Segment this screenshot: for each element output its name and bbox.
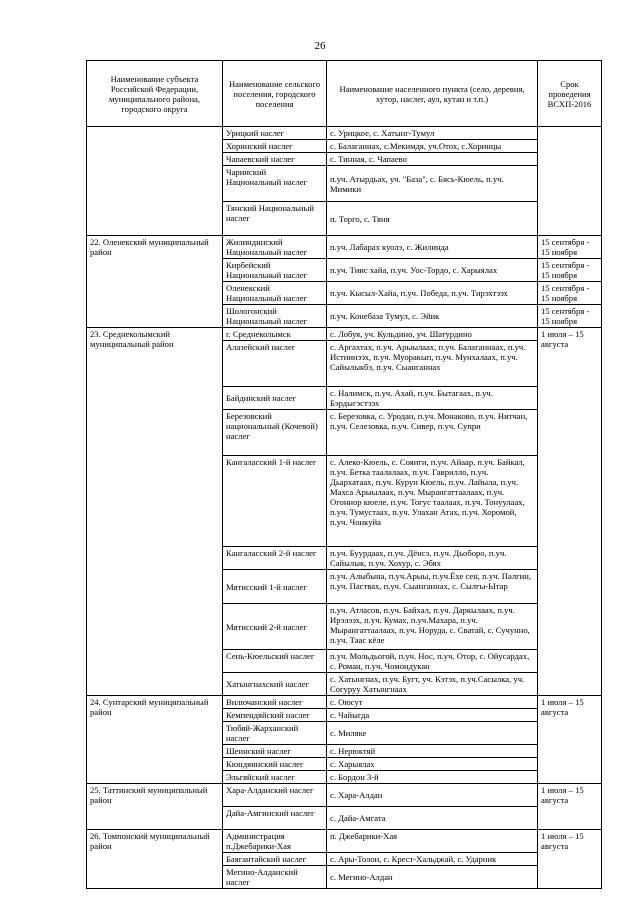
place-cell: с. Мегино-Алдан bbox=[327, 866, 538, 889]
header-row bbox=[87, 61, 602, 127]
settlement-cell: Кюндяинский наслег bbox=[223, 758, 327, 771]
place-cell: с. Аргахтах, п.уч. Арыылаах, п.уч. Балаганнаах, п.уч. Истиинээх, п.уч. Муоракып, п.уч. Мунхалаах, п.уч. Сайылыкбэ, п.уч. Сыанганнах bbox=[327, 341, 538, 387]
place-cell: п.уч. Атласов, п.уч. Байхал, п.уч. Даркылаах, п.уч. Ирэлээх, п.уч. Кумах, п.уч.Махара, п.уч. Мырангаттаалаах, п.уч. Норуда, с. Сватай, с. Сучунно, п.уч. Таас кёле bbox=[327, 604, 538, 650]
place-cell: с. Харыялах bbox=[327, 758, 538, 771]
place-cell: с. Урицкое, с. Хатынг-Тумул bbox=[327, 127, 538, 140]
place-cell: с. Березовка, с. Уродан, п.уч. Монаково, п.уч. Нитчан, п.уч. Селезовка, п.уч. Сивер, п.уч. Супри bbox=[327, 410, 538, 456]
deadline-cell: 1 июля – 15 августа bbox=[538, 830, 602, 889]
settlement-cell: Шологонский Национальный наслег bbox=[223, 305, 327, 328]
settlement-cell: Шеинский наслег bbox=[223, 745, 327, 758]
deadline-cell: 1 июля – 15 августа bbox=[538, 696, 602, 784]
subject-cell: 25. Таттинский муниципальный район bbox=[87, 784, 223, 830]
place-cell: п.уч. Атырдьах, уч. "База", с. Бясь-Кюель, п.уч. Мимики bbox=[327, 166, 538, 202]
settlement-cell: Баягантайский наслег bbox=[223, 853, 327, 866]
place-cell: с. Миляке bbox=[327, 722, 538, 745]
settlement-cell: Кангаласский 1-й наслег bbox=[223, 456, 327, 547]
settlement-cell: Хара-Алданский наслег bbox=[223, 784, 327, 807]
page-number: 26 bbox=[314, 40, 326, 52]
place-cell: с. Алеко-Кюель, с. Сояиги, п.уч. Айаар, п.уч. Байкал, п.уч. Бетка таалалаах, п.уч. Гаврилло, п.уч. Дьархатаах, п.уч. Курун Кюель, п.уч. Лайыла, п.уч. Махса Арыылаах, п.уч. Мырангаттаалаах, п.уч. Огоннор кюеле, п.уч. Тогус таалаах, п.уч. Тонуулаах, п.уч. Тумустаах, п.уч. Улахан Атах, п.уч. Хоромой, п.уч. Чонкуйа bbox=[327, 456, 538, 547]
table-row bbox=[87, 784, 602, 807]
settlement-cell: Дайа-Амгинский наслег bbox=[223, 807, 327, 830]
place-cell: с. Нерюктяй bbox=[327, 745, 538, 758]
header-place: Наименование населенного пункта (село, деревня, хутор, наслег, аул, кутан и т.п.) bbox=[327, 61, 538, 127]
settlement-cell: Хатынгнахский наслег bbox=[223, 673, 327, 696]
settlement-cell: Сень-Кюельский наслег bbox=[223, 650, 327, 673]
place-cell: п.уч. Кысыл-Хайа, п.уч. Победа, п.уч. Тирэхтээх bbox=[327, 282, 538, 305]
subject-cell bbox=[87, 127, 223, 236]
table-row bbox=[87, 830, 602, 853]
deadline-cell: 15 сентября - 15 ноября bbox=[538, 236, 602, 259]
table-row bbox=[87, 328, 602, 341]
place-cell: п. Торго, с. Тяня bbox=[327, 202, 538, 236]
settlement-cell: Вилючанский наслег bbox=[223, 696, 327, 709]
settlement-cell: Мятисский 2-й наслег bbox=[223, 604, 327, 650]
settlement-cell: Эльгяйский наслег bbox=[223, 771, 327, 784]
subject-cell: 24. Сунтарский муниципальный район bbox=[87, 696, 223, 784]
table-row bbox=[87, 236, 602, 259]
place-cell: с. Налимск, п.уч. Ахай, п.уч. Бытагаах, п.уч. Бэрдыгэстээх bbox=[327, 387, 538, 410]
table-row bbox=[87, 696, 602, 709]
settlement-cell: Жилиндинский Национальный наслег bbox=[223, 236, 327, 259]
deadline-cell: 15 сентября - 15 ноября bbox=[538, 282, 602, 305]
settlement-cell: Байдинский наслег bbox=[223, 387, 327, 410]
place-cell: с. Лобуя, уч. Кульдино, уч. Шатурдино bbox=[327, 328, 538, 341]
place-cell: с. Чайыгда bbox=[327, 709, 538, 722]
subject-cell: 22. Оленекский муниципальный район bbox=[87, 236, 223, 328]
settlement-cell: Алазейский наслег bbox=[223, 341, 327, 387]
header-settlement: Наименование сельского поселения, городского поселения bbox=[223, 61, 327, 127]
place-cell: п.уч. Буурдаах, п.уч. Дёнсэ, п.уч. Дьоборо, п.уч. Сайылык, п.уч. Хохур, с. Эбях bbox=[327, 547, 538, 570]
settlement-cell: Администрация п.Джебарики-Хая bbox=[223, 830, 327, 853]
table-row bbox=[87, 127, 602, 140]
settlement-cell: Березовский национальный (Кочевой) наслег bbox=[223, 410, 327, 456]
place-cell: п.уч. Мольдьогой, п.уч. Нос, п.уч. Отор, с. Ойусардах, с. Роман, п.уч. Чомондукан bbox=[327, 650, 538, 673]
place-cell: с. Оюсут bbox=[327, 696, 538, 709]
settlement-cell: Оленекский Национальный наслег bbox=[223, 282, 327, 305]
settlement-cell: Кемпендяйский наслег bbox=[223, 709, 327, 722]
place-cell: с. Тинная, с. Чапаево bbox=[327, 153, 538, 166]
place-cell: с. Хатынгнах, п.уч. Бугт, уч. Кэтэх, п.уч.Сасылка, уч. Согуруу Хатынгнаах bbox=[327, 673, 538, 696]
settlement-cell: Тянский Национальный наслег bbox=[223, 202, 327, 236]
place-cell: п.уч. Лабарах куолэ, с. Жилинда bbox=[327, 236, 538, 259]
deadline-cell: 15 сентября - 15 ноября bbox=[538, 305, 602, 328]
header-subject: Наименование субъекта Российской Федерации, муниципального района, городского округа bbox=[87, 61, 223, 127]
settlement-cell: Урицкий наслег bbox=[223, 127, 327, 140]
place-cell: с. Дайа-Амгата bbox=[327, 807, 538, 830]
deadline-cell: 15 сентября - 15 ноября bbox=[538, 259, 602, 282]
settlement-cell: Чаринский Национальный наслег bbox=[223, 166, 327, 202]
subject-cell: 26. Томпонский муниципальный район bbox=[87, 830, 223, 889]
settlement-cell: Чапаевский наслег bbox=[223, 153, 327, 166]
settlement-cell: Кирбейский Национальный наслег bbox=[223, 259, 327, 282]
settlements-table bbox=[86, 60, 602, 889]
place-cell: с. Ары-Толон, с. Крест-Хальджай, с. Ударник bbox=[327, 853, 538, 866]
settlement-cell: Кангаласский 2-й наслег bbox=[223, 547, 327, 570]
settlement-cell: Мегино-Алданский наслег bbox=[223, 866, 327, 889]
place-cell: п. Джебарики-Хая bbox=[327, 830, 538, 853]
place-cell: с. Бордон 3-й bbox=[327, 771, 538, 784]
header-deadline: Срок проведения ВСХП-2016 bbox=[538, 61, 602, 127]
place-cell: с. Балаганнах, с.Мекимдя, уч.Отох, с.Хоринцы bbox=[327, 140, 538, 153]
deadline-cell: 1 июля – 15 августа bbox=[538, 328, 602, 696]
settlement-cell: Мятисский 1-й наслег bbox=[223, 570, 327, 604]
subject-cell: 23. Среднеколымский муниципальный район bbox=[87, 328, 223, 696]
place-cell: п.уч. Алыбына, п.уч.Арыы, п.уч.Ёхе сен, п.уч. Палгин, п.уч. Паствах, п.уч. Сыанганнах, с. Сылгы-Ытар bbox=[327, 570, 538, 604]
place-cell: с. Хара-Алдан bbox=[327, 784, 538, 807]
deadline-cell: 1 июля – 15 августа bbox=[538, 784, 602, 830]
settlement-cell: Тюбяй-Жарханский наслег bbox=[223, 722, 327, 745]
settlement-cell: г. Среднеколымск bbox=[223, 328, 327, 341]
place-cell: п.уч. Тиис хайа, п.уч. Уос-Тордо, с. Харыялах bbox=[327, 259, 538, 282]
place-cell: п.уч. Конебаза Тумул, с. Эйик bbox=[327, 305, 538, 328]
settlement-cell: Хоринский наслег bbox=[223, 140, 327, 153]
deadline-cell bbox=[538, 127, 602, 236]
